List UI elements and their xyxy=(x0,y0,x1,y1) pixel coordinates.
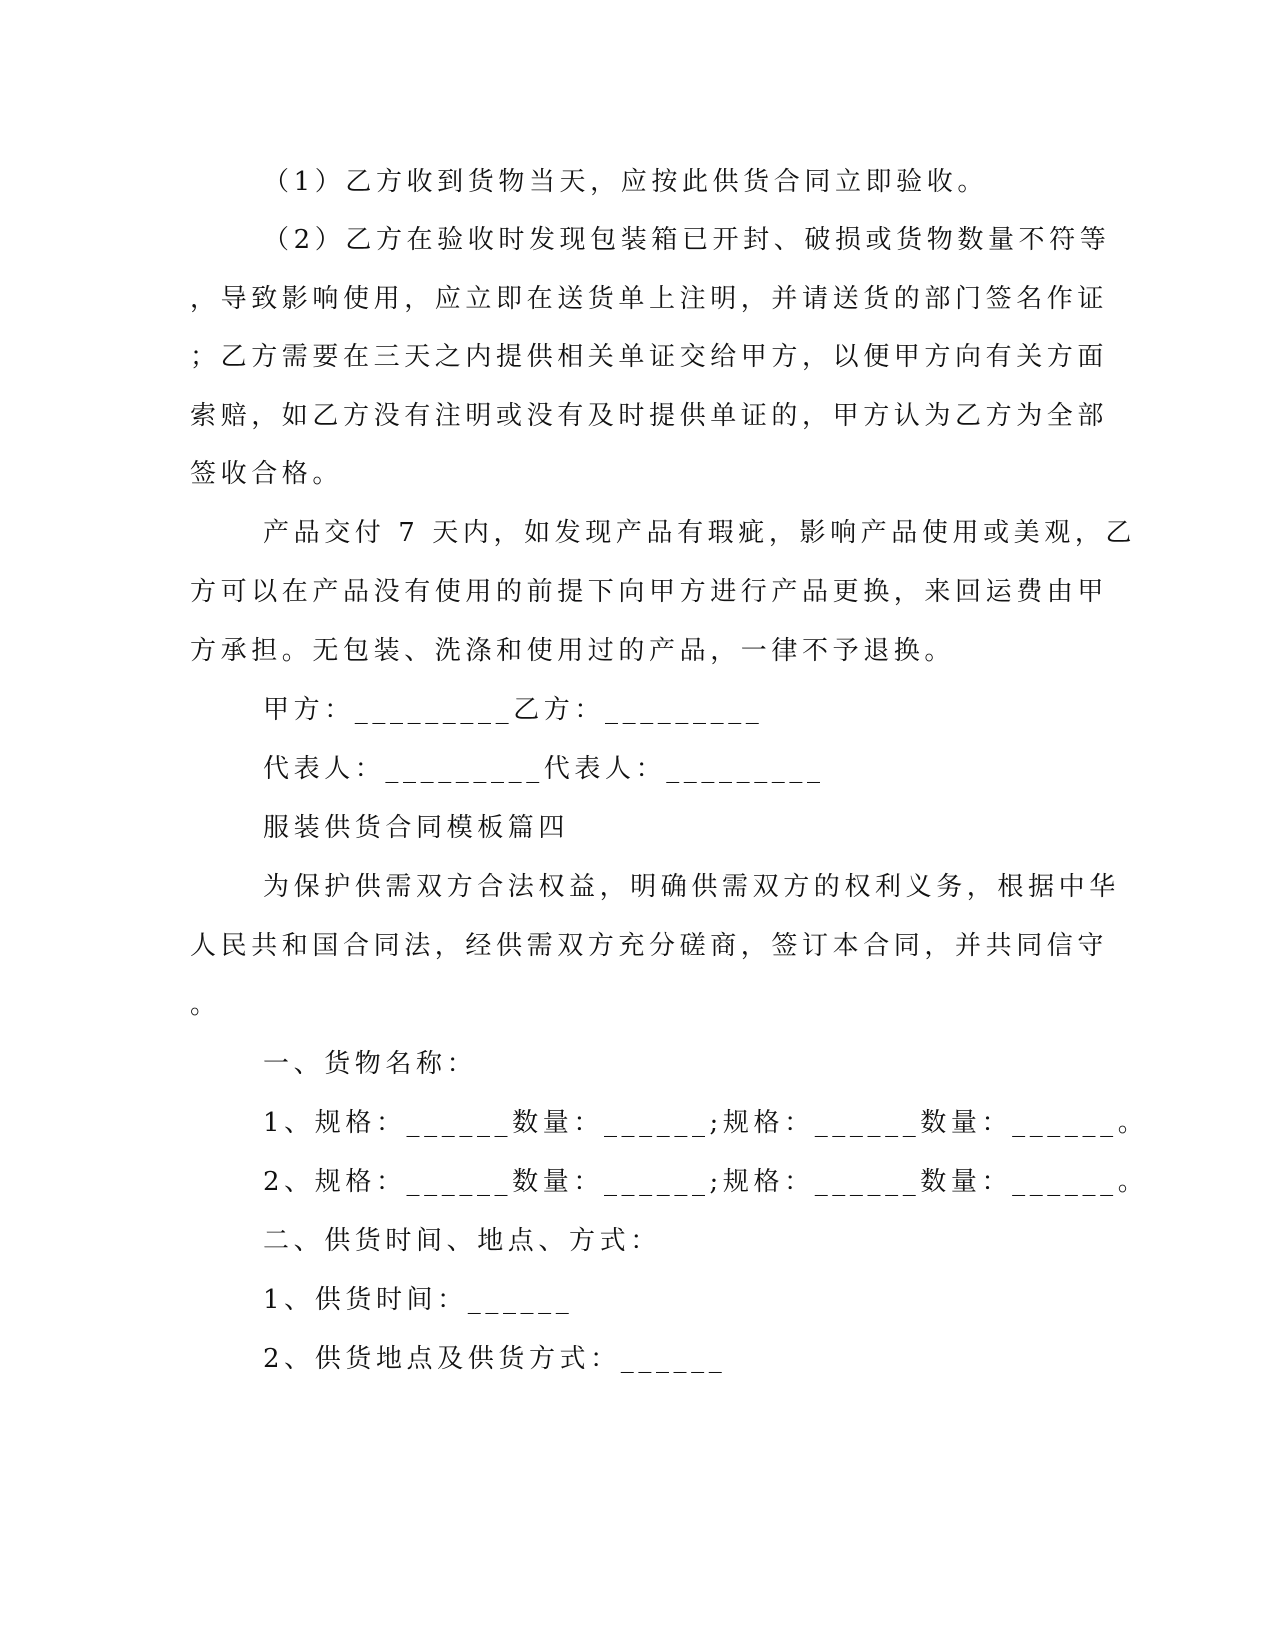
goods-item-2: 2、规格：______数量：______;规格：______数量：______。 xyxy=(263,1167,1149,1197)
delivery-heading: 二、供货时间、地点、方式： xyxy=(263,1226,661,1256)
preamble-line-2: 人民共和国合同法，经供需双方充分磋商，签订本合同，并共同信守 xyxy=(190,931,1109,961)
goods-name-heading: 一、货物名称： xyxy=(263,1049,478,1079)
delivery-time: 1、供货时间：______ xyxy=(263,1285,574,1315)
party-signature-line: 甲方：_________乙方：_________ xyxy=(263,695,764,725)
clause-acceptance-2-line-4: 索赔，如乙方没有注明或没有及时提供单证的，甲方认为乙方为全部 xyxy=(190,401,1109,431)
preamble-line-3: 。 xyxy=(190,990,221,1020)
preamble-line-1: 为保护供需双方合法权益，明确供需双方的权利义务，根据中华 xyxy=(263,872,1120,902)
clause-acceptance-2-line-3: ；乙方需要在三天之内提供相关单证交给甲方，以便甲方向有关方面 xyxy=(190,342,1109,372)
delivery-place-method: 2、供货地点及供货方式：______ xyxy=(263,1344,727,1374)
clause-acceptance-2-line-2: ，导致影响使用，应立即在送货单上注明，并请送货的部门签名作证 xyxy=(190,284,1109,314)
exchange-paragraph-line-3: 方承担。无包装、洗涤和使用过的产品，一律不予退换。 xyxy=(190,636,956,666)
clause-acceptance-2-line-5: 签收合格。 xyxy=(190,459,344,489)
clause-acceptance-1: （1）乙方收到货物当天，应按此供货合同立即验收。 xyxy=(263,167,988,197)
clause-acceptance-2-line-1: （2）乙方在验收时发现包装箱已开封、破损或货物数量不符等 xyxy=(263,225,1111,255)
exchange-paragraph-line-2: 方可以在产品没有使用的前提下向甲方进行产品更换，来回运费由甲 xyxy=(190,577,1109,607)
section-heading: 服装供货合同模板篇四 xyxy=(263,813,570,843)
exchange-paragraph-line-1: 产品交付 7 天内，如发现产品有瑕疵，影响产品使用或美观，乙 xyxy=(263,518,1137,548)
goods-item-1: 1、规格：______数量：______;规格：______数量：______。 xyxy=(263,1108,1149,1138)
representative-signature-line: 代表人：_________代表人：_________ xyxy=(263,754,825,784)
